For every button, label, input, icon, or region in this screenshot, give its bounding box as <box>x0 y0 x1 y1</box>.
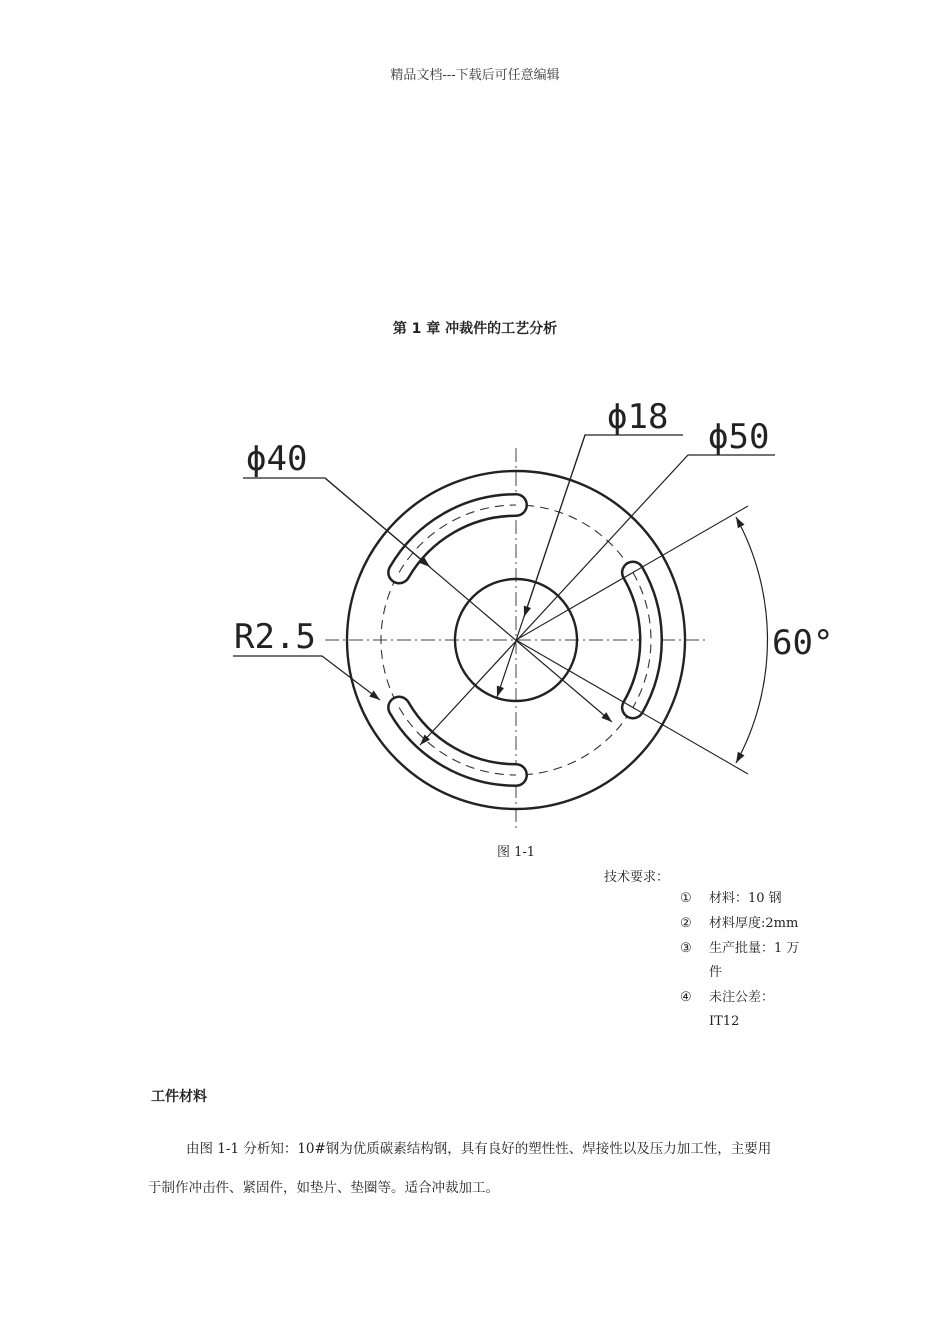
leader-d50 <box>420 455 775 745</box>
requirement-text: 材料：10 钢 <box>709 891 782 906</box>
label-d18: ϕ18 <box>607 397 669 437</box>
requirement-text: 生产批量：1 万件 <box>709 941 800 980</box>
requirement-item <box>680 912 820 936</box>
requirement-text: 未注公差：IT12 <box>709 990 775 1029</box>
requirement-number: ① <box>680 891 692 906</box>
figure-caption: 图 1-1 <box>497 845 536 860</box>
requirements-title: 技术要求： <box>604 870 670 885</box>
requirement-item <box>680 887 820 911</box>
chapter-title: 第 1 章 冲裁件的工艺分析 <box>392 321 558 337</box>
label-angle: 60° <box>772 623 834 663</box>
leader-r25 <box>233 656 380 700</box>
requirement-item <box>680 937 820 985</box>
requirement-item <box>680 986 820 1034</box>
label-r25: R2.5 <box>234 617 316 657</box>
section-title: 工件材料 <box>151 1089 207 1105</box>
requirement-number: ② <box>680 916 692 931</box>
page-header: 精品文档---下载后可任意编辑 <box>390 68 560 83</box>
label-d40: ϕ40 <box>246 439 308 479</box>
technical-drawing <box>220 388 834 838</box>
label-d50: ϕ50 <box>708 417 770 457</box>
requirement-text: 材料厚度:2mm <box>709 916 799 931</box>
requirement-number: ③ <box>680 941 692 956</box>
paragraph-line: 由图 1-1 分析知：10#钢为优质碳素结构钢，具有良好的塑性性、焊接性以及压力加工性，主要用 <box>186 1141 772 1157</box>
angle-dimension-arc <box>736 517 767 763</box>
requirement-number: ④ <box>680 990 692 1005</box>
paragraph-line: 于制作冲击件、紧固件，如垫片、垫圈等。适合冲裁加工。 <box>148 1180 499 1196</box>
